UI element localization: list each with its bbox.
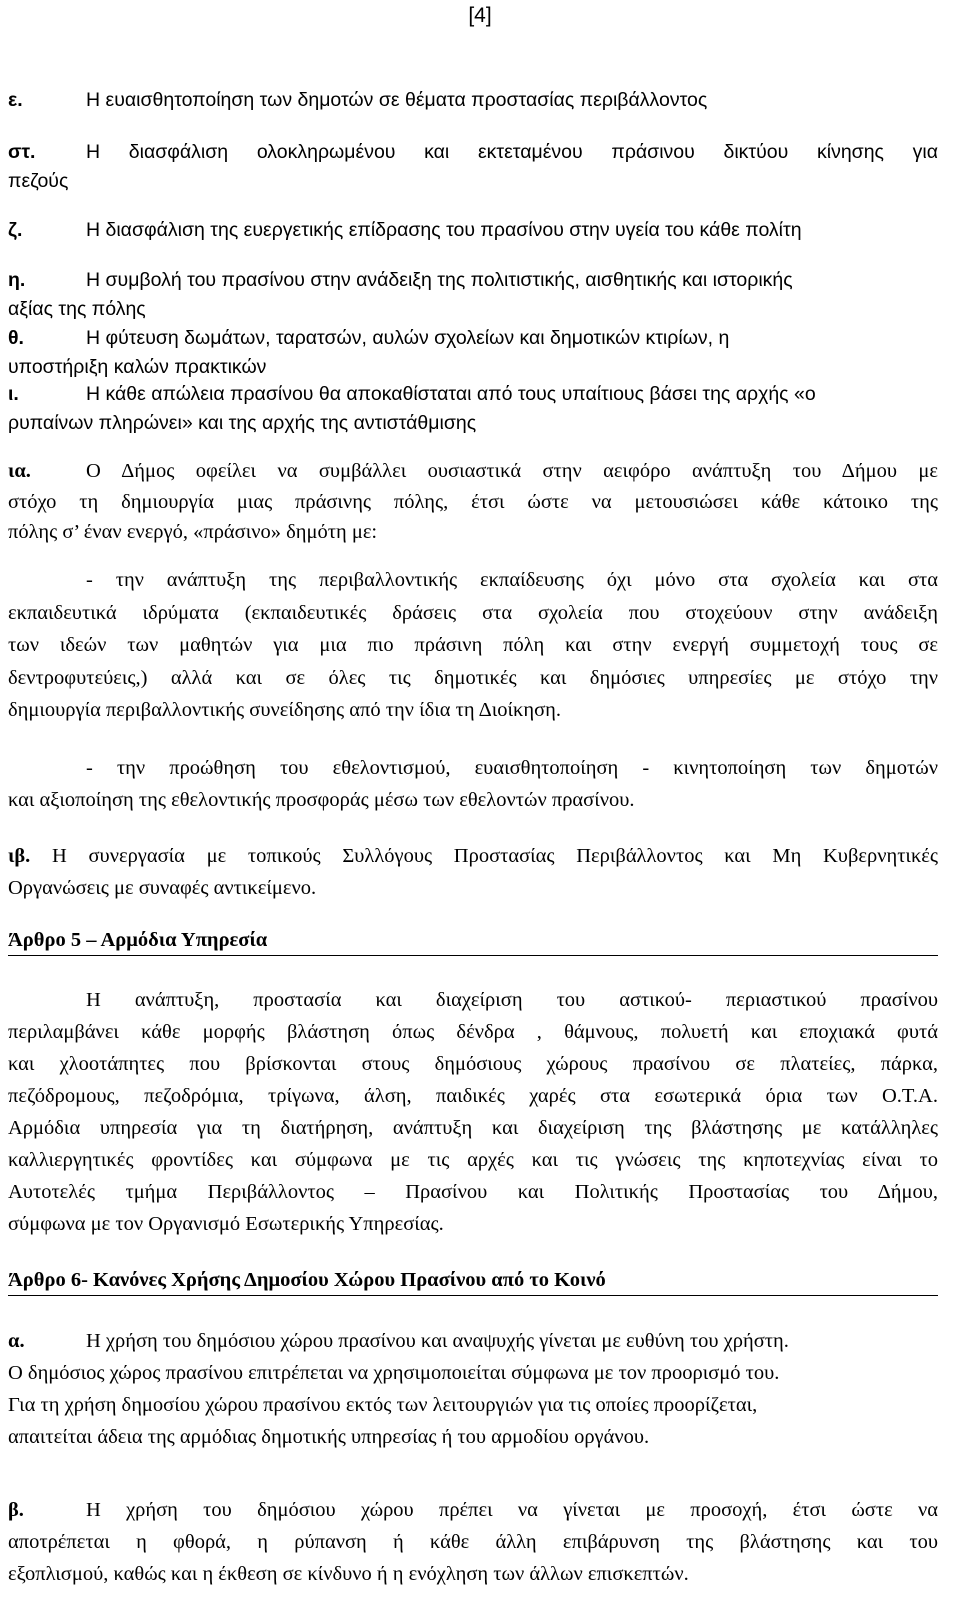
item-label: ζ. [8, 219, 23, 241]
item-label: ι. [8, 383, 19, 405]
item-label: ε. [8, 89, 23, 111]
bullet-environmental-education: - την ανάπτυξη της περιβαλλοντικής εκπαίδευσης όχι μόνο στα σχολεία και στα εκπαιδευτικά ιδρύματα (εκπαιδευτικές δράσεις στα σχολεία που στοχεύουν στην ανάδειξη των ιδεών των μαθητών για μια πιο πράσινη πόλη και στην ενεργή συμμετοχή τους σε δεντροφυτεύεις,) αλλά και σε όλες τις δημοτικές και δημόσιες υπηρεσίες με στόχο την δημιουργία περιβαλλοντικής συνείδησης από την ίδια τη Διοίκηση. [8, 569, 938, 721]
item-label: θ. [8, 327, 24, 349]
article-5-heading: Άρθρο 5 – Αρμόδια Υπηρεσία [8, 929, 268, 951]
bullet-volunteering: - την προώθηση του εθελοντισμού, ευαισθητοποίηση - κινητοποίηση των δημοτών και αξιοποίηση της εθελοντικής προσφοράς μέσω των εθελοντών πρασίνου. [8, 757, 938, 811]
item-ia: ια. Ο Δήμος οφείλει να συμβάλλει ουσιαστικά στην αειφόρο ανάπτυξη του Δήμου με στόχο τη δημιουργία μιας πράσινης πόλης, έτσι ώστε να μετουσιώσει κάθε κάτοικο της πόλης σ’ έναν ενεργό, «πράσινο» δημότη με: [8, 456, 938, 548]
item-ib: ιβ. Η συνεργασία με τοπικούς Συλλόγους Προστασίας Περιβάλλοντος και Μη Κυβερνητικές Οργανώσεις με συναφές αντικείμενο. [8, 845, 939, 899]
item-label: στ. [8, 141, 36, 163]
article-5-body: Η ανάπτυξη, προστασία και διαχείριση του αστικού- περιαστικού πρασίνου περιλαμβάνει κάθε μορφής βλάστηση όπως δένδρα , θάμνους, πολυετή και εποχιακά φυτά και χλοοτάπητες που βρίσκονται στους δημόσιους χώρους πρασίνου σε πλατείες, πάρκα, πεζόδρομους, πεζοδρόμια, τρίγωνα, άλση, παιδικές χαρές στα εσωτερικά όρια των Ο.Τ.Α. Αρμόδια υπηρεσία για τη διατήρηση, ανάπτυξη και διαχείριση της βλάστησης με κατάλληλες καλλιεργητικές φροντίδες και σύμφωνα με τις αρχές και τις γνώσεις της κηποτεχνίας είναι το Αυτοτελές τμήμα Περιβάλλοντος – Πρασίνου και Πολιτικής Προστασίας του Δήμου, σύμφωνα με τον Οργανισμό Εσωτερικής Υπηρεσίας. [8, 989, 938, 1235]
item-label: ια. [8, 460, 31, 482]
article-6-heading: Άρθρο 6- Κανόνες Χρήσης Δημοσίου Χώρου Πρασίνου από το Κοινό [8, 1269, 606, 1291]
item-label: η. [8, 269, 26, 291]
item-label: β. [8, 1499, 24, 1521]
list-item: ε. Η ευαισθητοποίηση των δημοτών σε θέματα προστασίας περιβάλλοντος [8, 86, 938, 115]
item-label: α. [8, 1330, 25, 1352]
heading-rule [8, 1295, 938, 1296]
list-item: θ. Η φύτευση δωμάτων, ταρατσών, αυλών σχολείων και δημοτικών κτιρίων, η υποστήριξη καλών πρακτικών [8, 324, 938, 382]
list-item: ι. Η κάθε απώλεια πρασίνου θα αποκαθίσταται από τους υπαίτιους βάσει της αρχής «ο ρυπαίνων πληρώνει» και της αρχής της αντιστάθμισης [8, 380, 938, 438]
list-item: η. Η συμβολή του πρασίνου στην ανάδειξη της πολιτιστικής, αισθητικής και ιστορικής αξίας της πόλης [8, 266, 938, 324]
list-item: ζ. Η διασφάλιση της ευεργετικής επίδρασης του πρασίνου στην υγεία του κάθε πολίτη [8, 216, 938, 245]
list-item: στ. Η διασφάλιση ολοκληρωμένου και εκτεταμένου πράσινου δικτύου κίνησης για πεζούς [8, 138, 938, 196]
article-6-item-b: β. Η χρήση του δημόσιου χώρου πρέπει να γίνεται με προσοχή, έτσι ώστε να αποτρέπεται η φθορά, η ρύπανση ή κάθε άλλη επιβάρυνση της βλάστησης και του εξοπλισμού, καθώς και η έκθεση σε κίνδυνο ή η ενόχληση των άλλων επισκεπτών. [8, 1494, 938, 1590]
page-number: [4] [468, 4, 492, 27]
heading-rule [8, 955, 938, 956]
item-label: ιβ. [8, 845, 31, 867]
article-6-item-a: α. Η χρήση του δημόσιου χώρου πρασίνου και αναψυχής γίνεται με ευθύνη του χρήστη. Ο δημόσιος χώρος πρασίνου επιτρέπεται να χρησιμοποιείται σύμφωνα με τον προορισμό του. Για τη χρήση δημοσίου χώρου πρασίνου εκτός των λειτουργιών για τις οποίες προορίζεται, απαιτείται άδεια της αρμόδιας δημοτικής υπηρεσίας ή του αρμοδίου οργάνου. [8, 1325, 938, 1453]
